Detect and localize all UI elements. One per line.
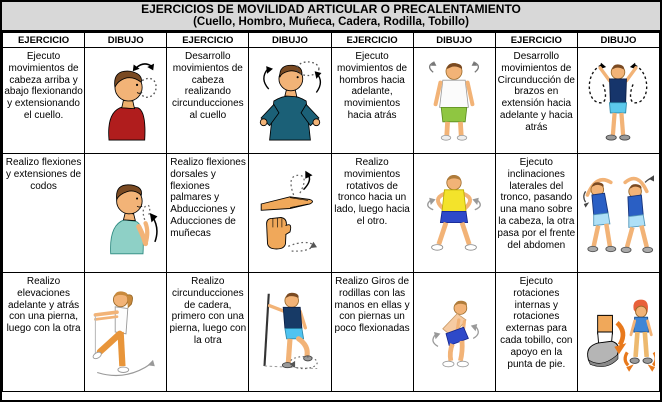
exercise-table	[2, 32, 660, 392]
elbow-flexion-drawing	[92, 163, 160, 263]
exercise-cell: Realizo movimientos rotativos de tronco hacia un lado, luego hacia el otro.	[331, 154, 413, 273]
table-row	[3, 154, 660, 273]
shoulder-rolls-drawing	[422, 54, 486, 148]
table-row	[3, 48, 660, 154]
neck-circumduction-drawing	[256, 56, 324, 146]
exercise-cell: Realizo flexiones dorsales y flexiones palmares y Abducciones y Aducciones de muñecas	[167, 154, 249, 273]
table-row	[3, 273, 660, 392]
exercise-cell: Ejecuto rotaciones internas y rotaciones externas para cada tobillo, con apoyo en la punta de pie.	[495, 273, 577, 392]
drawing-cell	[413, 48, 495, 154]
hip-circumduction-drawing	[256, 280, 324, 384]
page-subtitle: (Cuello, Hombro, Muñeca, Cadera, Rodilla, Tobillo)	[193, 16, 469, 28]
exercise-cell: Desarrollo movimientos de cabeza realizando circunducciones al cuello	[167, 48, 249, 154]
drawing-cell	[249, 154, 331, 273]
exercise-cell: Ejecuto movimientos de hombros hacia adelante, movimientos hacia atrás	[331, 48, 413, 154]
head-flexion-extension-drawing	[92, 56, 160, 146]
drawing-cell	[413, 154, 495, 273]
table-title-band	[2, 2, 660, 32]
drawing-cell	[249, 48, 331, 154]
exercise-cell: Realizo Giros de rodillas con las manos en ellas y con piernas un poco flexionadas	[331, 273, 413, 392]
drawing-cell	[413, 273, 495, 392]
drawing-cell	[577, 48, 659, 154]
column-header-ejercicio: EJERCICIO	[331, 33, 413, 48]
exercise-cell: Realizo circunducciones de cadera, primero con una pierna, luego con la otra	[167, 273, 249, 392]
trunk-side-bend-drawing	[582, 161, 654, 265]
exercise-cell: Realizo elevaciones adelante y atrás con una pierna, luego con la otra	[3, 273, 85, 392]
trunk-rotation-drawing	[422, 163, 486, 263]
exercise-cell: Ejecuto movimientos de cabeza arriba y abajo flexionando y extensionando el cuello.	[3, 48, 85, 154]
column-header-ejercicio: EJERCICIO	[3, 33, 85, 48]
column-header-ejercicio: EJERCICIO	[167, 33, 249, 48]
leg-swings-drawing	[90, 280, 162, 384]
exercise-cell: Ejecuto inclinaciones laterales del tronco, pasando una mano sobre la cabeza, la otra pasa por el frente del abdomen	[495, 154, 577, 273]
exercise-cell: Realizo flexiones y extensiones de codos	[3, 154, 85, 273]
ankle-rotation-drawing	[581, 280, 655, 384]
column-header-ejercicio: EJERCICIO	[495, 33, 577, 48]
wrist-movements-drawing	[254, 161, 326, 265]
drawing-cell	[577, 154, 659, 273]
drawing-cell	[85, 48, 167, 154]
drawing-cell	[577, 273, 659, 392]
exercise-cell: Desarrollo movimientos de Circunducción de brazos en extensión hacia adelante y hacia atrás	[495, 48, 577, 154]
table-header-row	[3, 33, 660, 48]
knee-circles-drawing	[422, 280, 486, 384]
arm-circles-drawing	[584, 53, 652, 149]
column-header-dibujo: DIBUJO	[413, 33, 495, 48]
column-header-dibujo: DIBUJO	[577, 33, 659, 48]
page-title: EJERCICIOS DE MOVILIDAD ARTICULAR O PRECALENTAMIENTO	[141, 2, 521, 16]
drawing-cell	[85, 154, 167, 273]
drawing-cell	[85, 273, 167, 392]
column-header-dibujo: DIBUJO	[249, 33, 331, 48]
column-header-dibujo: DIBUJO	[85, 33, 167, 48]
drawing-cell	[249, 273, 331, 392]
